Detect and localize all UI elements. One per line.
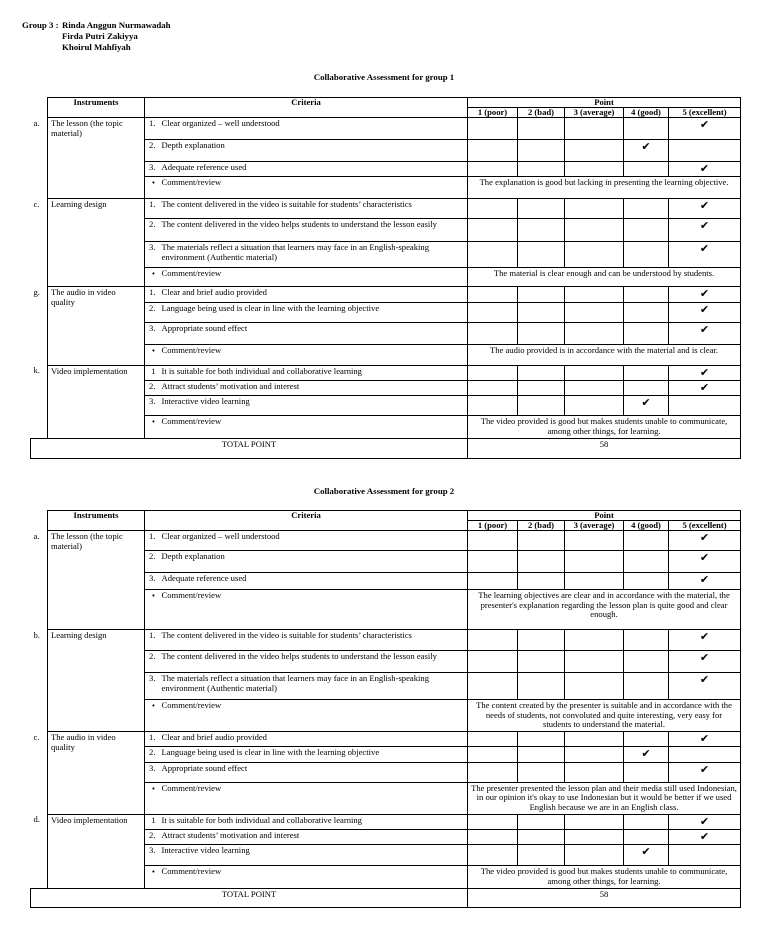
criterion-number: 1. xyxy=(145,630,159,651)
header-point-2: 2 (bad) xyxy=(518,108,565,118)
criterion-text: Comment/review xyxy=(159,416,468,438)
header-point-1: 1 (poor) xyxy=(468,108,518,118)
criterion-number: 2. xyxy=(145,651,159,673)
row-letter: k. xyxy=(31,365,48,438)
check-mark: ✔ xyxy=(669,162,741,177)
criterion-text: Comment/review xyxy=(159,782,468,814)
criterion-text: Clear organized – well understood xyxy=(159,531,468,551)
bullet-icon: • xyxy=(151,702,156,710)
criterion-number: 3. xyxy=(145,242,159,268)
bullet-icon: • xyxy=(151,418,156,427)
check-mark: ✔ xyxy=(669,322,741,344)
criterion-text: The materials reflect a situation that learners may face in an English-speaking environment (Authentic material) xyxy=(159,242,468,268)
row-letter: d. xyxy=(31,814,48,888)
header-point-1: 1 (poor) xyxy=(468,521,518,531)
check-mark: ✔ xyxy=(669,118,741,140)
check-mark: ✔ xyxy=(669,673,741,700)
row-letter: b. xyxy=(31,630,48,732)
instrument-audio: The audio in video quality xyxy=(48,287,145,365)
check-mark: ✔ xyxy=(669,219,741,242)
criterion-number: 1. xyxy=(145,531,159,551)
bullet-icon: • xyxy=(151,179,156,188)
instrument-lesson: The lesson (the topic material) xyxy=(48,118,145,199)
criterion-number: 1. xyxy=(145,118,159,140)
section2-title: Collaborative Assessment for group 2 xyxy=(313,486,455,496)
header-instruments: Instruments xyxy=(48,98,145,118)
member-name: Rinda Anggun Nurmawadah xyxy=(62,20,171,30)
header-criteria: Criteria xyxy=(145,98,468,118)
bullet-icon: • xyxy=(151,592,156,600)
criterion-text: Comment/review xyxy=(159,866,468,888)
criterion-number: 1. xyxy=(145,732,159,747)
instrument-implementation: Video implementation xyxy=(48,365,145,438)
check-mark: ✔ xyxy=(669,829,741,844)
criterion-number: 1 xyxy=(145,365,159,380)
criterion-text: Depth explanation xyxy=(159,551,468,573)
criterion-text: Clear organized – well understood xyxy=(159,118,468,140)
criterion-text: Appropriate sound effect xyxy=(159,322,468,344)
check-mark: ✔ xyxy=(669,380,741,395)
section2-table xyxy=(30,510,741,908)
criterion-number: 2. xyxy=(145,302,159,322)
comment-text: The video provided is good but makes students unable to communicate, among other things, for learning. xyxy=(468,866,741,888)
header-point-5: 5 (excellent) xyxy=(669,108,741,118)
criterion-text: Comment/review xyxy=(159,268,468,287)
comment-text: The presenter presented the lesson plan and their media still used Indonesian, in our opinion it's okay to use Indonesian but it would be better if we used English because we are in an English class. xyxy=(468,782,741,814)
check-mark: ✔ xyxy=(669,762,741,782)
check-mark: ✔ xyxy=(669,199,741,219)
row-letter: a. xyxy=(31,531,48,630)
criterion-text: The content delivered in the video helps students to understand the lesson easily xyxy=(159,219,468,242)
check-mark: ✔ xyxy=(624,396,669,416)
criterion-number: 3. xyxy=(145,673,159,700)
member-name: Khoirul Mahfiyah xyxy=(62,42,131,52)
comment-text: The video provided is good but makes students unable to communicate, among other things, for learning. xyxy=(468,416,741,438)
check-mark: ✔ xyxy=(669,573,741,590)
criterion-text: Comment/review xyxy=(159,177,468,199)
criterion-text: It is suitable for both individual and collaborative learning xyxy=(159,365,468,380)
total-value: 58 xyxy=(468,888,741,907)
header-point-3: 3 (average) xyxy=(565,521,624,531)
header-point-4: 4 (good) xyxy=(624,108,669,118)
criterion-number: 2. xyxy=(145,551,159,573)
criterion-text: The content delivered in the video is suitable for students’ characteristics xyxy=(159,630,468,651)
header-point: Point xyxy=(468,511,741,521)
comment-text: The explanation is good but lacking in presenting the learning objective. xyxy=(468,177,741,199)
criterion-text: The content delivered in the video is suitable for students’ characteristics xyxy=(159,199,468,219)
check-mark: ✔ xyxy=(669,814,741,829)
criterion-number: 2. xyxy=(145,140,159,162)
criterion-text: Adequate reference used xyxy=(159,573,468,590)
criterion-text: Adequate reference used xyxy=(159,162,468,177)
criterion-text: Interactive video learning xyxy=(159,845,468,866)
check-mark: ✔ xyxy=(669,242,741,268)
criterion-text: The materials reflect a situation that learners may face in an English-speaking environment (Authentic material) xyxy=(159,673,468,700)
criterion-number: 1 xyxy=(145,814,159,829)
criterion-text: Language being used is clear in line with the learning objective xyxy=(159,747,468,762)
row-letter: a. xyxy=(31,118,48,199)
check-mark: ✔ xyxy=(669,651,741,673)
group-info xyxy=(22,20,171,53)
criterion-number: 2. xyxy=(145,380,159,395)
check-mark: ✔ xyxy=(669,287,741,302)
criterion-text: Attract students’ motivation and interest xyxy=(159,380,468,395)
criterion-number: 3. xyxy=(145,573,159,590)
criterion-number: 2. xyxy=(145,219,159,242)
header-point-5: 5 (excellent) xyxy=(669,521,741,531)
criterion-text: Interactive video learning xyxy=(159,396,468,416)
check-mark: ✔ xyxy=(669,531,741,551)
bullet-icon: • xyxy=(151,784,156,793)
header-point: Point xyxy=(468,98,741,108)
criterion-number: 2. xyxy=(145,829,159,844)
total-value: 58 xyxy=(468,438,741,458)
criterion-text: Language being used is clear in line with the learning objective xyxy=(159,302,468,322)
criterion-number: 3. xyxy=(145,162,159,177)
criterion-text: Comment/review xyxy=(159,344,468,365)
header-criteria: Criteria xyxy=(145,511,468,531)
check-mark: ✔ xyxy=(669,302,741,322)
comment-text: The audio provided is in accordance with the material and is clear. xyxy=(468,344,741,365)
total-label: TOTAL POINT xyxy=(31,888,468,907)
header-point-3: 3 (average) xyxy=(565,108,624,118)
criterion-number: 1. xyxy=(145,199,159,219)
criterion-number: 3. xyxy=(145,762,159,782)
header-instruments: Instruments xyxy=(48,511,145,531)
instrument-audio: The audio in video quality xyxy=(48,732,145,815)
comment-text: The content created by the presenter is suitable and in accordance with the needs of students, not convoluted and quite interesting, very easy for students to understand the material. xyxy=(468,700,741,732)
row-letter: g. xyxy=(31,287,48,365)
criterion-number: 3. xyxy=(145,845,159,866)
comment-text: The learning objectives are clear and in accordance with the material, the presenter's explanation regarding the lesson plan is quite good and clear enough. xyxy=(468,590,741,630)
bullet-icon: • xyxy=(151,346,156,355)
bullet-icon: • xyxy=(151,270,156,279)
instrument-design: Learning design xyxy=(48,199,145,287)
criterion-text: Clear and brief audio provided xyxy=(159,287,468,302)
row-letter: c. xyxy=(31,732,48,815)
check-mark: ✔ xyxy=(624,140,669,162)
section1-title: Collaborative Assessment for group 1 xyxy=(313,72,455,82)
criterion-text: The content delivered in the video helps students to understand the lesson easily xyxy=(159,651,468,673)
section1-table xyxy=(30,97,741,459)
criterion-number: 3. xyxy=(145,322,159,344)
check-mark: ✔ xyxy=(624,845,669,866)
row-letter: c. xyxy=(31,199,48,287)
criterion-text: Clear and brief audio provided xyxy=(159,732,468,747)
header-point-2: 2 (bad) xyxy=(518,521,565,531)
check-mark: ✔ xyxy=(669,630,741,651)
bullet-icon: • xyxy=(151,868,156,877)
check-mark: ✔ xyxy=(624,747,669,762)
check-mark: ✔ xyxy=(669,551,741,573)
criterion-text: It is suitable for both individual and collaborative learning xyxy=(159,814,468,829)
check-mark: ✔ xyxy=(669,365,741,380)
check-mark: ✔ xyxy=(669,732,741,747)
group-label: Group 3 : xyxy=(22,20,59,30)
header-point-4: 4 (good) xyxy=(624,521,669,531)
instrument-implementation: Video implementation xyxy=(48,814,145,888)
criterion-text: Comment/review xyxy=(159,590,468,630)
criterion-number: 2. xyxy=(145,747,159,762)
criterion-text: Appropriate sound effect xyxy=(159,762,468,782)
criterion-text: Attract students’ motivation and interest xyxy=(159,829,468,844)
member-name: Firda Putri Zakiyya xyxy=(62,31,138,41)
comment-text: The material is clear enough and can be understood by students. xyxy=(468,268,741,287)
criterion-number: 3. xyxy=(145,396,159,416)
instrument-lesson: The lesson (the topic material) xyxy=(48,531,145,630)
criterion-number: 1. xyxy=(145,287,159,302)
total-label: TOTAL POINT xyxy=(31,438,468,458)
criterion-text: Depth explanation xyxy=(159,140,468,162)
criterion-text: Comment/review xyxy=(159,700,468,732)
instrument-design: Learning design xyxy=(48,630,145,732)
